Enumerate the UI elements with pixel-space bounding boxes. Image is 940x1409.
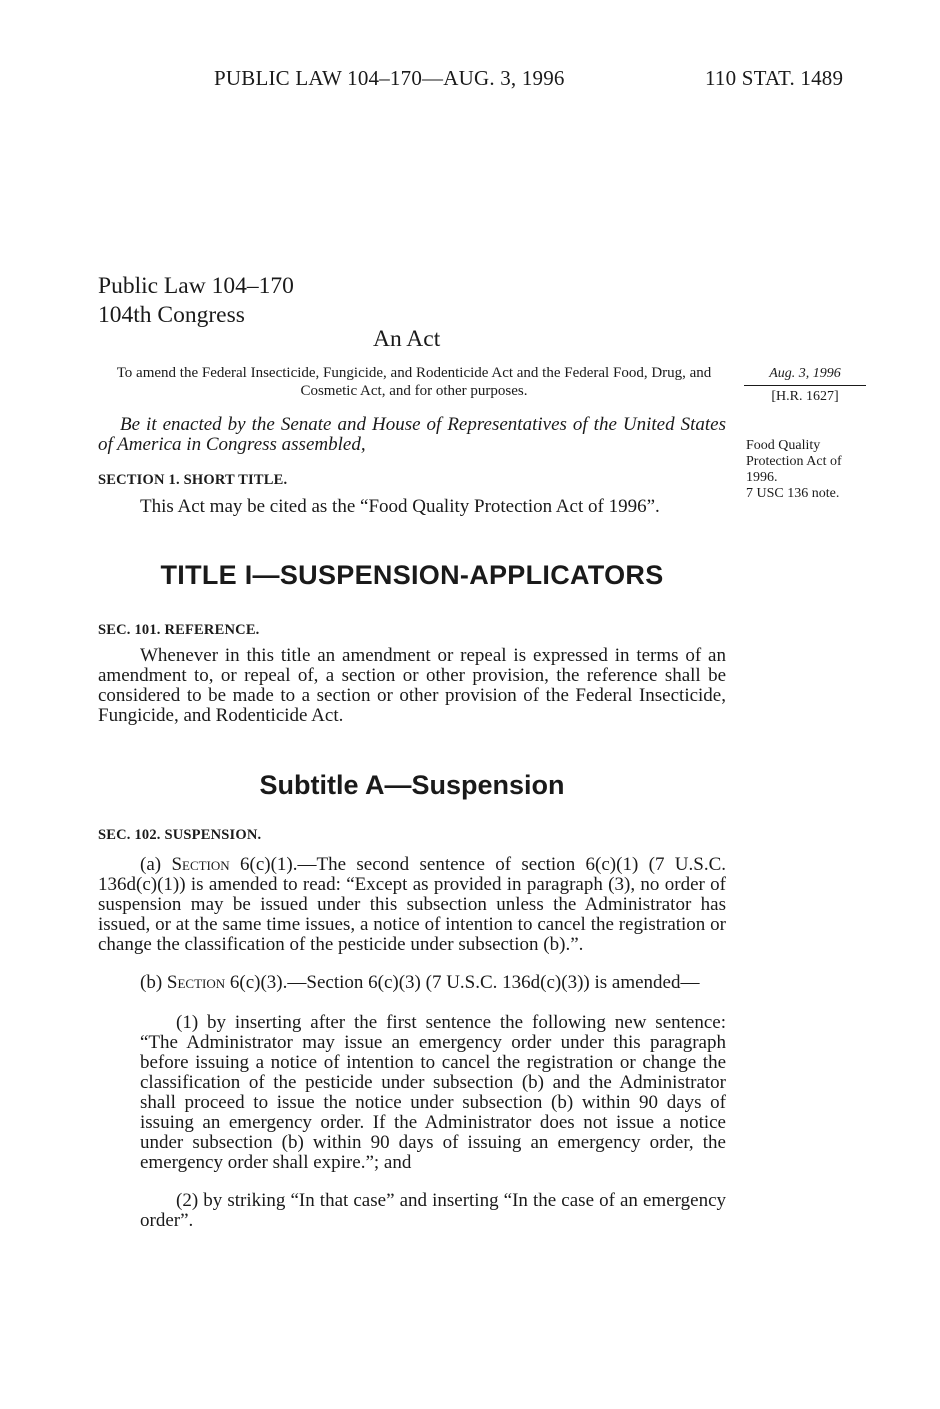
side-note-bill: [H.R. 1627]	[771, 389, 839, 404]
paragraph-label: (b)	[140, 972, 167, 993]
paragraph-b-2: (2) by striking “In that case” and inserting “In the case of an emergency order”.	[140, 1190, 726, 1231]
paragraph-label: (a)	[140, 854, 172, 875]
side-note-line: Protection Act of	[746, 454, 842, 469]
paragraph-caption: Section	[171, 854, 230, 875]
congress-number: 104th Congress	[98, 302, 245, 328]
sec-101-text: Whenever in this title an amendment or repeal is expressed in terms of an amendment to, or repeal of, a section or other provision, the reference shall be considered to be made to a section or other provision of the Federal Insecticide, Fungicide, and Rodenticide Act.	[98, 645, 726, 726]
paragraph-b	[98, 973, 726, 993]
paragraph-text: —The second sentence of section 6(c)(1) (7 U.S.C. 136d(c)(1)) is amended to read: “Except as provided in paragraph (3), no order of suspension may be issued under this subsection unless the Administrator has issued, or at the same time issues, a notice of intention to cancel the registration or change the classification of the pesticide under subsection (b).”.	[98, 854, 727, 955]
paragraph-text: —Section 6(c)(3) (7 U.S.C. 136d(c)(3)) is amended—	[287, 972, 700, 993]
side-note-act-name	[746, 438, 876, 502]
subtitle-a-heading: Subtitle A—Suspension	[259, 770, 565, 800]
paragraph-caption: Section	[166, 972, 226, 993]
running-header-page: 110 STAT. 1489	[705, 66, 844, 90]
public-law-number: Public Law 104–170	[98, 273, 294, 299]
section-1-heading: SECTION 1. SHORT TITLE.	[98, 472, 288, 488]
title-block	[98, 272, 294, 330]
side-note-line: 1996.	[746, 470, 778, 485]
act-purpose: To amend the Federal Insecticide, Fungicide, and Rodenticide Act and the Federal Food, Drug, and Cosmetic Act, and for other purposes.	[116, 365, 712, 399]
paragraph-b-1: (1) by inserting after the first sentence the following new sentence: “The Administrator may issue an emergency order under this paragraph before issuing a notice of intention to cancel the registration or change the classification of the pesticide under subsection (b) and the Administrator shall proceed to issue the notice under subsection (b) within 90 days of issuing an emergency order. If the Administrator does not issue a notice under subsection (b) within 90 days of issuing an emergency order, the emergency order shall expire.”; and	[140, 1012, 726, 1173]
side-note-line: Food Quality	[746, 438, 821, 453]
section-1-text: This Act may be cited as the “Food Quality Protection Act of 1996”.	[140, 496, 660, 517]
sec-102-heading: SEC. 102. SUSPENSION.	[98, 827, 262, 843]
paragraph-a	[98, 855, 726, 955]
side-note-usc: 7 USC 136 note.	[746, 486, 840, 501]
side-note-date: Aug. 3, 1996	[744, 366, 866, 386]
running-header-left: PUBLIC LAW 104–170—AUG. 3, 1996	[214, 66, 565, 90]
enacting-clause: Be it enacted by the Senate and House of Representatives of the United States of America in Congress assembled,	[98, 414, 726, 455]
title-i-heading: TITLE I—SUSPENSION-APPLICATORS	[160, 560, 664, 590]
sec-101-heading: SEC. 101. REFERENCE.	[98, 622, 260, 638]
paragraph-ref: 6(c)(1).	[229, 854, 298, 875]
paragraph-ref: 6(c)(3).	[225, 972, 288, 993]
an-act-heading: An Act	[373, 326, 441, 352]
